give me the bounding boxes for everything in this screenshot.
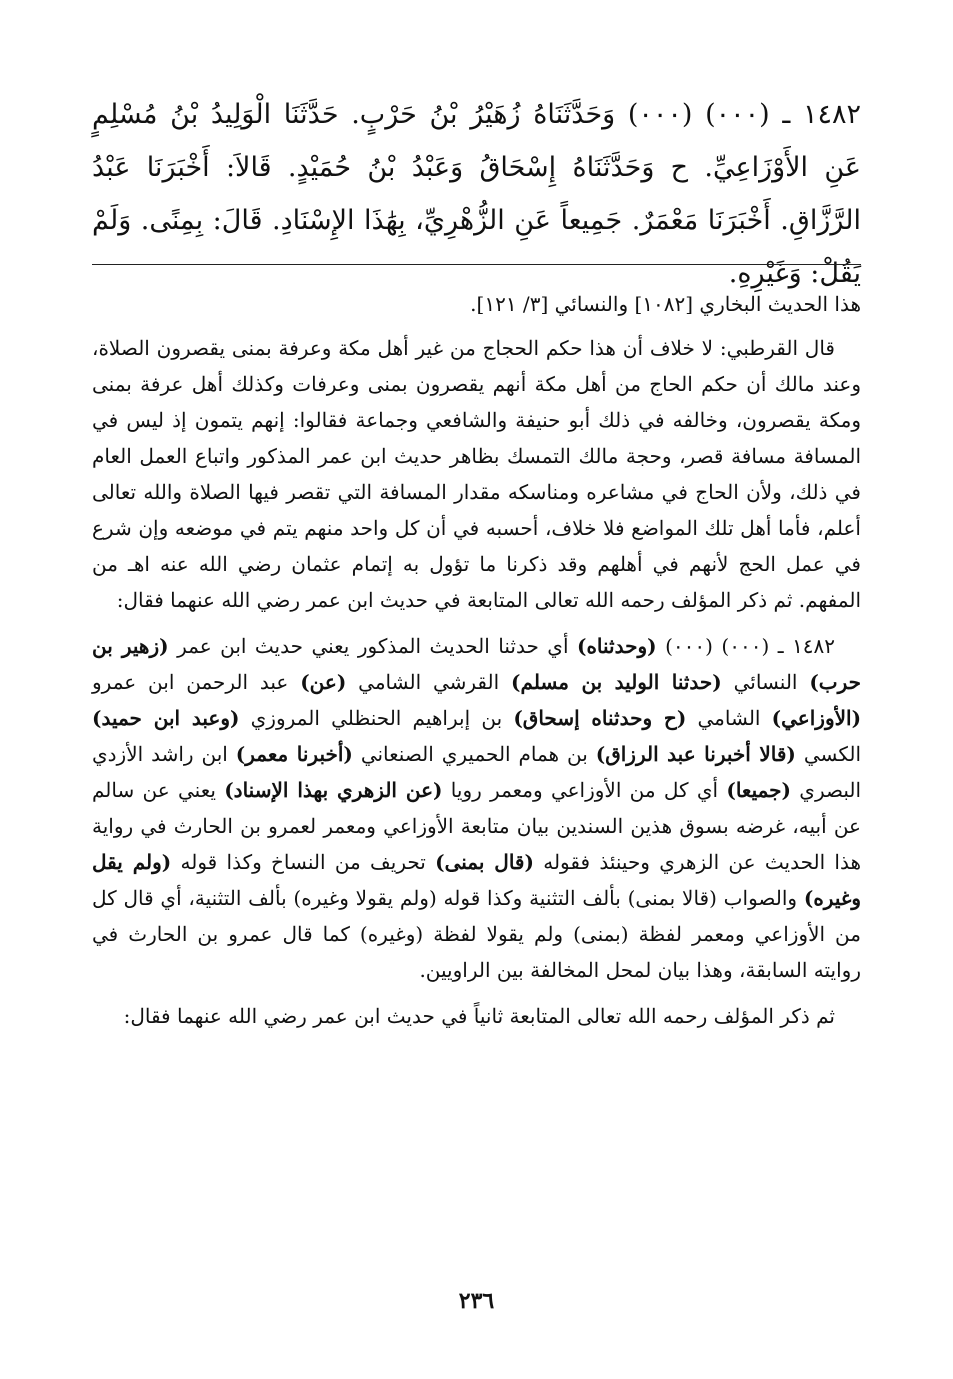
page-number: ٢٣٦ xyxy=(458,1288,495,1314)
quoted-term: (ولم يقل وغيره) xyxy=(92,850,861,910)
explanation-text: النسائي xyxy=(733,670,798,694)
quoted-term: (حدثنا الوليد بن مسلم) xyxy=(511,670,722,694)
quoted-term: (عن) xyxy=(300,670,347,694)
explanation-text: القرشي الشامي xyxy=(358,670,500,694)
quoted-term: (زهير بن حرب) xyxy=(92,634,862,694)
explanation-paragraph xyxy=(92,628,861,988)
explanation-text: تحريف من النساخ وكذا قوله xyxy=(180,850,426,874)
explanation-text: أي حدثنا الحديث المذكور يعني حديث ابن عمر xyxy=(177,634,569,658)
explanation-text: الكسي xyxy=(803,742,862,766)
qurtubi-paragraph: قال القرطبي: لا خلاف أن هذا حكم الحجاج من غير أهل مكة وعرفة بمنى يقصرون الصلاة، وعند مالك أن حكم الحاج من أهل مكة أنهم يقصرون بمنى وعرفات وكذلك أهل عرفة بمنى ومكة يقصرون، وخالفه في ذلك أبو حنيفة والشافعي وجماعة فقالوا: إنهم يتمون إذ ليس في المسافة مسافة قصر، وحجة مالك التمسك بظاهر حديث ابن عمر المذكور واتباع العمل العام في ذلك، ولأن الحاج في مشاعره ومناسكه مقدار المسافة التي تقصر فيها الصلاة والله تعالى أعلم، فأما أهل تلك المواضع فلا خلاف، أحسبه في أن كل واحد منهم يتم في موضعه وإن شرع في عمل الحج لأنهم في أهلهم وقد ذكرنا ما تؤول به إتمام عثمان رضي الله عنه اهـ من المفهم. ثم ذكر المؤلف رحمه الله تعالى المتابعة في حديث ابن عمر رضي الله عنهما فقال: xyxy=(92,336,862,612)
explanation-text: بن إبراهيم الحنظلي المروزي xyxy=(250,706,503,730)
footnote-divider xyxy=(92,264,861,265)
quoted-term: (أخبرنا معمر) xyxy=(235,742,353,766)
quoted-term: (وعبد ابن حميد) xyxy=(92,706,240,730)
quoted-term: (قالا أخبرنا عبد الرزاق) xyxy=(595,742,796,766)
explanation-text: أي كل من الأوزاعي ومعمر رويا xyxy=(450,778,719,802)
quoted-term: (وحدثناه) xyxy=(576,634,657,658)
explanation-text: الشامي xyxy=(697,706,761,730)
quoted-term: (قال بمنى) xyxy=(435,850,534,874)
hadith-text: ١٤٨٢ ـ (٠٠٠) (٠٠٠) وَحَدَّثَنَاهُ زُهَيْرُ بْنُ حَرْبٍ. حَدَّثَنَا الْوَلِيدُ بْنُ مُسْلِمٍ عَنِ الأَوْزَاعِيِّ. ح وَحَدَّثَنَاهُ إِسْحَاقُ وَعَبْدُ بْنُ حُمَيْدٍ. قَالاَ: أَخْبَرَنَا عَبْدُ الرَّزَّاقِ. أَخْبَرَنَا مَعْمَرٌ. جَمِيعاً عَنِ الزُّهْرِيِّ، بِهَٰذَا الإِسْنَادِ. قَالَ: بِمِنًى. وَلَمْ يَقُلْ: وَغَيْرِهِ. xyxy=(92,99,861,289)
explanation-text: يعني عن سالم عن أبيه، غرضه بسوق هذين السندين بيان متابعة الأوزاعي ومعمر لعمرو بن الحارث في رواية هذا الحديث عن الزهري وحينئذ فقوله xyxy=(92,778,862,874)
quoted-term: (جميعا) xyxy=(726,778,791,802)
source-note: هذا الحديث البخاري [١٠٨٢] والنسائي [٣/ ١٢١]. xyxy=(470,292,861,316)
explanation-text: والصواب (قالا بمنى) بألف التثنية وكذا قوله (ولم يقولا وغيره) بألف التثنية، أي قال كل من الأوزاعي ومعمر لفظة (بمنى) ولم يقولا لفظة (وغيره) كما قال عمرو بن الحارث في روايته السابقة، وهذا بيان لمحل المخالفة بين الراويين. xyxy=(92,886,861,982)
commentary xyxy=(92,286,861,1044)
explanation-text: بن همام الحميري الصنعاني xyxy=(360,742,588,766)
explanation-text: ابن راشد الأزدي البصري xyxy=(92,742,862,802)
quoted-term: (عن الزهري بهذا الإسناد) xyxy=(224,778,443,802)
explanation-text: عبد الرحمن ابن عمرو xyxy=(92,670,289,694)
closing-paragraph: ثم ذكر المؤلف رحمه الله تعالى المتابعة ثانياً في حديث ابن عمر رضي الله عنهما فقال: xyxy=(123,1004,835,1028)
quoted-term: (الأوزاعي) xyxy=(771,706,862,730)
quoted-term: (ح وحدثناه إسحاق) xyxy=(513,706,687,730)
explanation-text: ١٤٨٢ ـ (٠٠٠) (٠٠٠) xyxy=(665,634,836,658)
